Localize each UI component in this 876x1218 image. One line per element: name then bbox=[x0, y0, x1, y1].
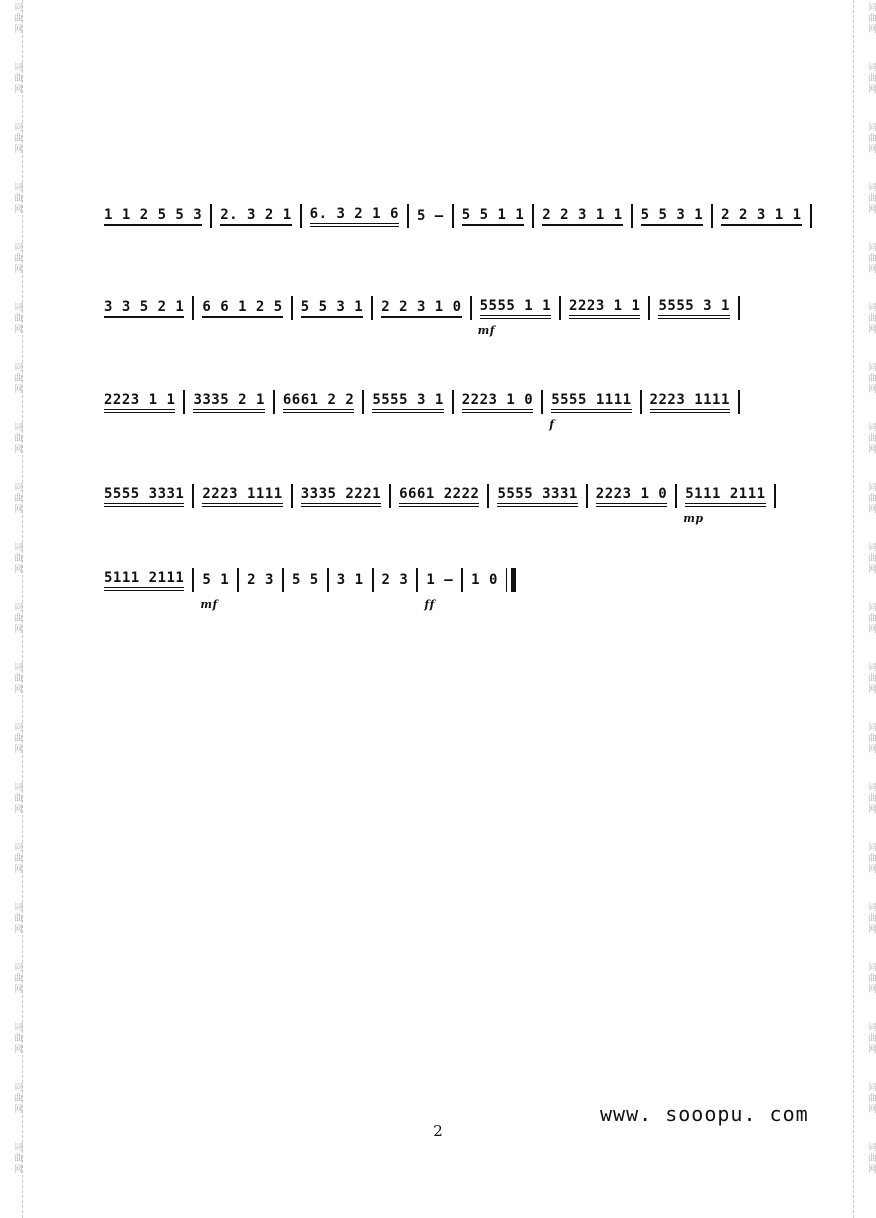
measure bbox=[454, 207, 533, 226]
note-group: 6661 2222 bbox=[399, 486, 479, 507]
measure bbox=[543, 391, 639, 431]
note-group: 2223 1111 bbox=[650, 392, 730, 413]
watermark-stamp: 词曲网 bbox=[866, 302, 876, 335]
note-group: 5 5 1 1 bbox=[462, 207, 525, 226]
measure bbox=[409, 208, 452, 225]
note-group: 5 5 3 1 bbox=[301, 299, 364, 318]
watermark-stamp: 词曲网 bbox=[12, 662, 22, 695]
measure bbox=[472, 297, 559, 337]
measure bbox=[293, 486, 389, 507]
measure bbox=[293, 299, 372, 318]
barline bbox=[774, 484, 776, 508]
score-line-2 bbox=[104, 288, 786, 337]
watermark-stamp: 词曲网 bbox=[866, 602, 876, 635]
measure bbox=[302, 206, 407, 227]
measure bbox=[373, 299, 469, 318]
dynamic-marking: f bbox=[549, 417, 555, 431]
note-group: 5555 1 1 bbox=[480, 298, 551, 319]
watermark-stamp: 词曲网 bbox=[866, 1142, 876, 1175]
dynamic-marking: mf bbox=[477, 323, 495, 337]
watermark-stamp: 词曲网 bbox=[866, 902, 876, 935]
note-group: 2223 1 1 bbox=[104, 392, 175, 413]
measure bbox=[391, 486, 487, 507]
dynamic-marking: mp bbox=[683, 511, 704, 525]
measure bbox=[489, 486, 585, 507]
note-group: 2223 1 1 bbox=[569, 298, 640, 319]
watermark-stamp: 词曲网 bbox=[866, 422, 876, 455]
watermark-stamp: 词曲网 bbox=[866, 722, 876, 755]
measure bbox=[194, 299, 290, 318]
final-barline-thick bbox=[511, 568, 516, 592]
measure bbox=[677, 485, 773, 525]
note-group: 2 2 3 1 0 bbox=[381, 299, 461, 318]
note-group: 5555 3 1 bbox=[658, 298, 729, 319]
measure bbox=[284, 572, 327, 589]
note-group: 1 – bbox=[426, 571, 454, 588]
watermark-stamp: 词曲网 bbox=[12, 962, 22, 995]
measure bbox=[454, 392, 541, 413]
site-url: www. sooopu. com bbox=[600, 1102, 809, 1126]
measure bbox=[104, 570, 192, 591]
watermark-stamp: 词曲网 bbox=[866, 662, 876, 695]
note-group: 6661 2 2 bbox=[283, 392, 354, 413]
note-group: 2223 1 0 bbox=[596, 486, 667, 507]
watermark-stamp: 词曲网 bbox=[12, 1142, 22, 1175]
watermark-stamp: 词曲网 bbox=[12, 782, 22, 815]
note-group: 5111 2111 bbox=[685, 486, 765, 507]
note-group: 2 3 bbox=[247, 571, 274, 588]
watermark-stamp: 词曲网 bbox=[866, 962, 876, 995]
note-group: 5 5 bbox=[291, 571, 319, 588]
watermark-stamp: 词曲网 bbox=[866, 782, 876, 815]
page-number: 2 bbox=[433, 1122, 443, 1140]
note-group: 3335 2 1 bbox=[193, 392, 264, 413]
note-group: 5 5 3 1 bbox=[641, 207, 704, 226]
measure bbox=[633, 207, 712, 226]
watermark-stamp: 词曲网 bbox=[12, 182, 22, 215]
note-group: 3 1 bbox=[336, 571, 364, 588]
note-group: 2 3 bbox=[381, 571, 409, 588]
measure bbox=[194, 486, 290, 507]
watermark-stamp: 词曲网 bbox=[12, 602, 22, 635]
measure bbox=[588, 486, 675, 507]
measure bbox=[104, 207, 210, 226]
note-group: 2223 1111 bbox=[202, 486, 282, 507]
note-group: 2. 3 2 1 bbox=[220, 207, 291, 226]
watermark-stamp: 词曲网 bbox=[12, 362, 22, 395]
watermark-stamp: 词曲网 bbox=[12, 542, 22, 575]
barline bbox=[738, 296, 740, 320]
note-group: 2223 1 0 bbox=[462, 392, 533, 413]
note-group: 2 2 3 1 1 bbox=[542, 207, 622, 226]
watermark-stamp: 词曲网 bbox=[866, 2, 876, 35]
watermark-stamp: 词曲网 bbox=[866, 542, 876, 575]
watermark-stamp: 词曲网 bbox=[12, 482, 22, 515]
watermark-stamp: 词曲网 bbox=[12, 422, 22, 455]
measure bbox=[463, 572, 506, 589]
measure bbox=[212, 207, 299, 226]
score-line-1 bbox=[104, 196, 802, 236]
watermark-stamp: 词曲网 bbox=[866, 842, 876, 875]
watermark-stamp: 词曲网 bbox=[12, 62, 22, 95]
watermark-stamp: 词曲网 bbox=[12, 242, 22, 275]
measure bbox=[104, 392, 183, 413]
measure bbox=[642, 392, 738, 413]
watermark-stamp: 词曲网 bbox=[866, 122, 876, 155]
note-group: 5555 3 1 bbox=[372, 392, 443, 413]
measure bbox=[713, 207, 809, 226]
note-group: 5111 2111 bbox=[104, 570, 184, 591]
measure bbox=[534, 207, 630, 226]
watermark-stamp: 词曲网 bbox=[866, 1022, 876, 1055]
final-barline-thin bbox=[506, 568, 507, 592]
watermark-stamp: 词曲网 bbox=[12, 1022, 22, 1055]
note-group: 5 1 bbox=[202, 571, 230, 588]
watermark-stamp: 词曲网 bbox=[866, 482, 876, 515]
barline bbox=[810, 204, 812, 228]
watermark-stamp: 词曲网 bbox=[866, 62, 876, 95]
watermark-stamp: 词曲网 bbox=[866, 1082, 876, 1115]
note-group: 3335 2221 bbox=[301, 486, 381, 507]
watermark-stamp: 词曲网 bbox=[12, 842, 22, 875]
watermark-stamp: 词曲网 bbox=[12, 902, 22, 935]
measure bbox=[104, 486, 192, 507]
measure bbox=[364, 392, 451, 413]
note-group: 5555 3331 bbox=[104, 486, 184, 507]
watermark-stamp: 词曲网 bbox=[12, 122, 22, 155]
measure bbox=[374, 572, 417, 589]
measure bbox=[418, 571, 461, 611]
watermark-stamp: 词曲网 bbox=[12, 1082, 22, 1115]
watermark-stamp: 词曲网 bbox=[866, 182, 876, 215]
note-group: 1 1 2 5 5 3 bbox=[104, 207, 202, 226]
barline bbox=[738, 390, 740, 414]
score-line-3 bbox=[104, 382, 786, 431]
dynamic-marking: mf bbox=[200, 597, 218, 611]
watermark-stamp: 词曲网 bbox=[12, 302, 22, 335]
measure bbox=[275, 392, 362, 413]
note-group: 5 – bbox=[416, 207, 444, 224]
measure bbox=[185, 392, 272, 413]
score-line-5 bbox=[104, 560, 786, 611]
measure bbox=[329, 572, 372, 589]
note-group: 3 3 5 2 1 bbox=[104, 299, 184, 318]
note-group: 1 0 bbox=[471, 571, 498, 588]
watermark-stamp: 词曲网 bbox=[12, 2, 22, 35]
measure bbox=[194, 571, 237, 611]
score-line-4 bbox=[104, 476, 786, 525]
watermark-stamp: 词曲网 bbox=[866, 242, 876, 275]
note-group: 5555 1111 bbox=[551, 392, 631, 413]
measure bbox=[650, 298, 737, 319]
measure bbox=[239, 572, 282, 589]
note-group: 6. 3 2 1 6 bbox=[310, 206, 399, 227]
measure bbox=[104, 299, 192, 318]
note-group: 2 2 3 1 1 bbox=[721, 207, 801, 226]
watermark-stamp: 词曲网 bbox=[866, 362, 876, 395]
watermark-stamp: 词曲网 bbox=[12, 722, 22, 755]
measure bbox=[561, 298, 648, 319]
dynamic-marking: ff bbox=[424, 597, 435, 611]
note-group: 6 6 1 2 5 bbox=[202, 299, 282, 318]
note-group: 5555 3331 bbox=[497, 486, 577, 507]
